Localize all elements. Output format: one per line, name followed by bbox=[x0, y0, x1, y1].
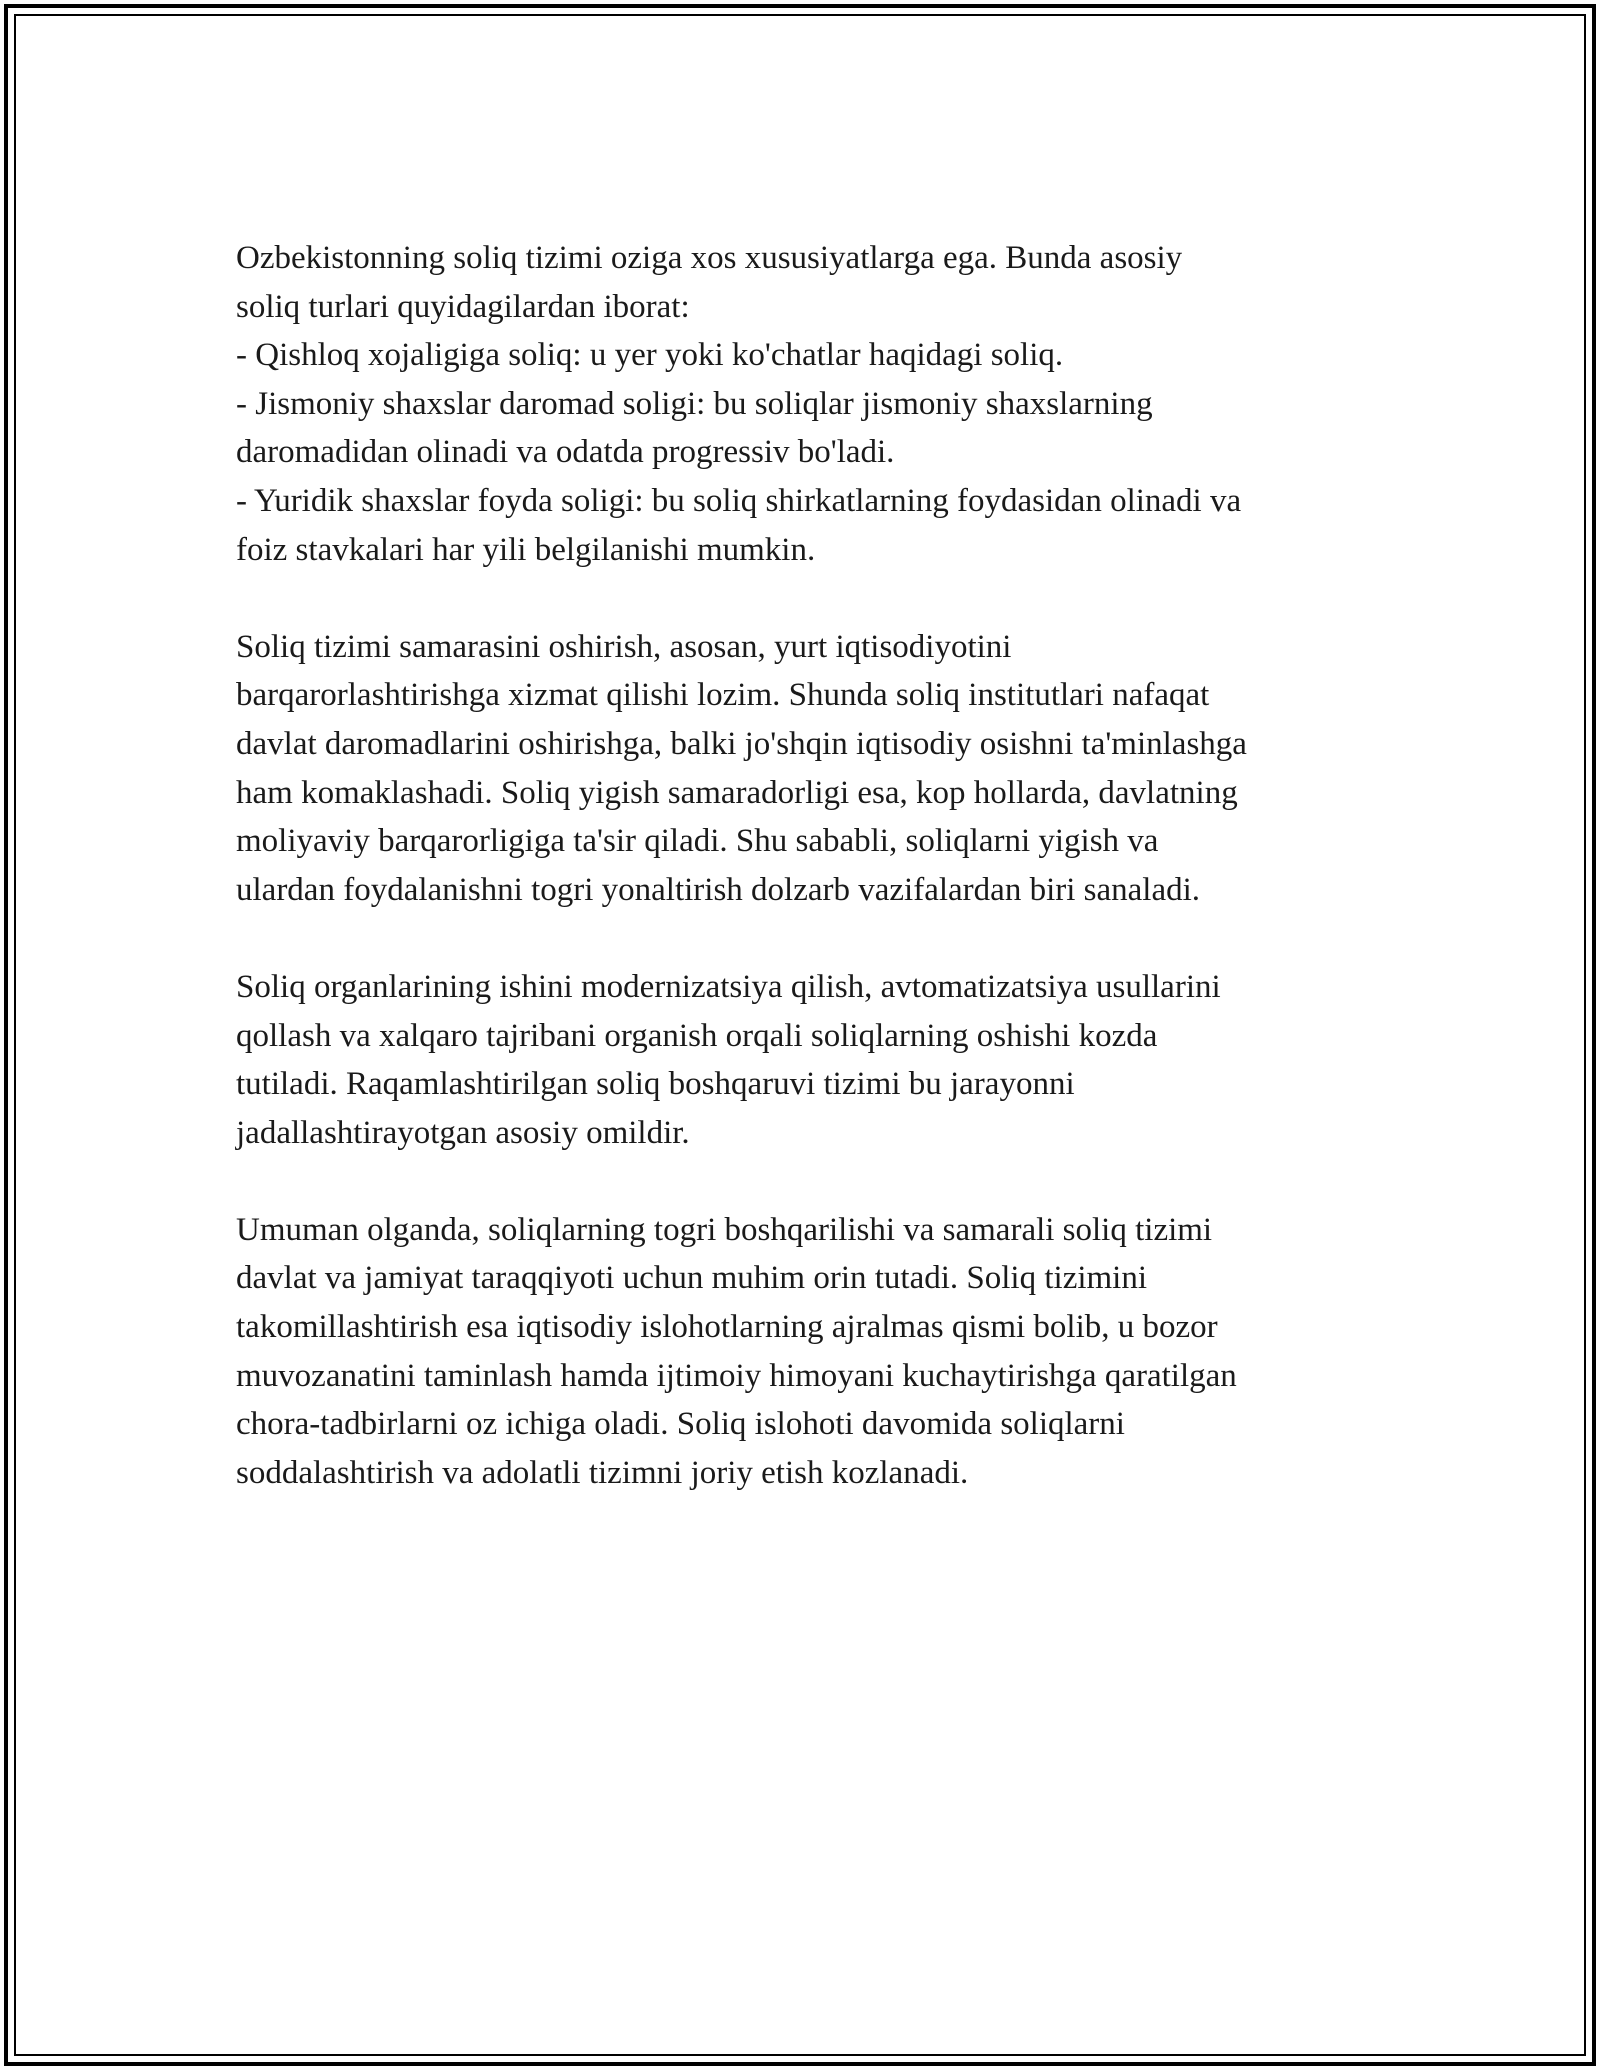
text-line: - Qishloq xojaligiga soliq: u yer yoki ko'chatlar haqidagi soliq. bbox=[236, 337, 1064, 374]
text-line: Umuman olganda, soliqlarning togri boshqarilishi va samarali soliq tizimi bbox=[236, 1211, 1213, 1248]
blank-line bbox=[236, 574, 1376, 623]
blank-line bbox=[236, 914, 1376, 963]
text-line: Ozbekistonning soliq tizimi oziga xos xususiyatlarga ega. Bunda asosiy bbox=[236, 240, 1183, 276]
text-line: soliq turlari quyidagilardan iborat: bbox=[236, 288, 690, 325]
text-line: takomillashtirish esa iqtisodiy islohotlarning ajralmas qismi bolib, u bozor bbox=[236, 1309, 1218, 1346]
text-line: foiz stavkalari har yili belgilanishi mumkin. bbox=[236, 531, 816, 568]
text-line: davlat va jamiyat taraqqiyoti uchun muhim orin tutadi. Soliq tizimini bbox=[236, 1260, 1148, 1297]
text-line: - Yuridik shaxslar foyda soligi: bu soliq shirkatlarning foydasidan olinadi va bbox=[236, 482, 1242, 519]
blank-line bbox=[236, 1157, 1376, 1206]
text-line: jadallashtirayotgan asosiy omildir. bbox=[236, 1114, 690, 1151]
text-line: barqarorlashtirishga xizmat qilishi lozim. Shunda soliq institutlari nafaqat bbox=[236, 677, 1210, 714]
text-line: chora-tadbirlarni oz ichiga oladi. Soliq islohoti davomida soliqlarni bbox=[236, 1406, 1125, 1443]
text-line: daromadidan olinadi va odatda progressiv bo'ladi. bbox=[236, 434, 895, 471]
text-line: ulardan foydalanishni togri yonaltirish dolzarb vazifalardan biri sanaladi. bbox=[236, 871, 1201, 908]
text-line: qollash va xalqaro tajribani organish orqali soliqlarning oshishi kozda bbox=[236, 1017, 1158, 1054]
text-line: - Jismoniy shaxslar daromad soligi: bu soliqlar jismoniy shaxslarning bbox=[236, 385, 1153, 422]
text-line: ham komaklashadi. Soliq yigish samaradorligi esa, kop hollarda, davlatning bbox=[236, 774, 1238, 811]
text-line: moliyaviy barqarorligiga ta'sir qiladi. Shu sababli, soliqlarni yigish va bbox=[236, 823, 1159, 860]
text-line: soddalashtirish va adolatli tizimni joriy etish kozlanadi. bbox=[236, 1454, 969, 1491]
text-line: Soliq organlarining ishini modernizatsiya qilish, avtomatizatsiya usullarini bbox=[236, 968, 1221, 1005]
document-body bbox=[236, 234, 1376, 1497]
text-line: Soliq tizimi samarasini oshirish, asosan, yurt iqtisodiyotini bbox=[236, 628, 1012, 665]
text-line: davlat daromadlarini oshirishga, balki jo'shqin iqtisodiy osishni ta'minlashga bbox=[236, 725, 1247, 762]
text-line: muvozanatini taminlash hamda ijtimoiy himoyani kuchaytirishga qaratilgan bbox=[236, 1357, 1237, 1394]
text-line: tutiladi. Raqamlashtirilgan soliq boshqaruvi tizimi bu jarayonni bbox=[236, 1066, 1075, 1103]
